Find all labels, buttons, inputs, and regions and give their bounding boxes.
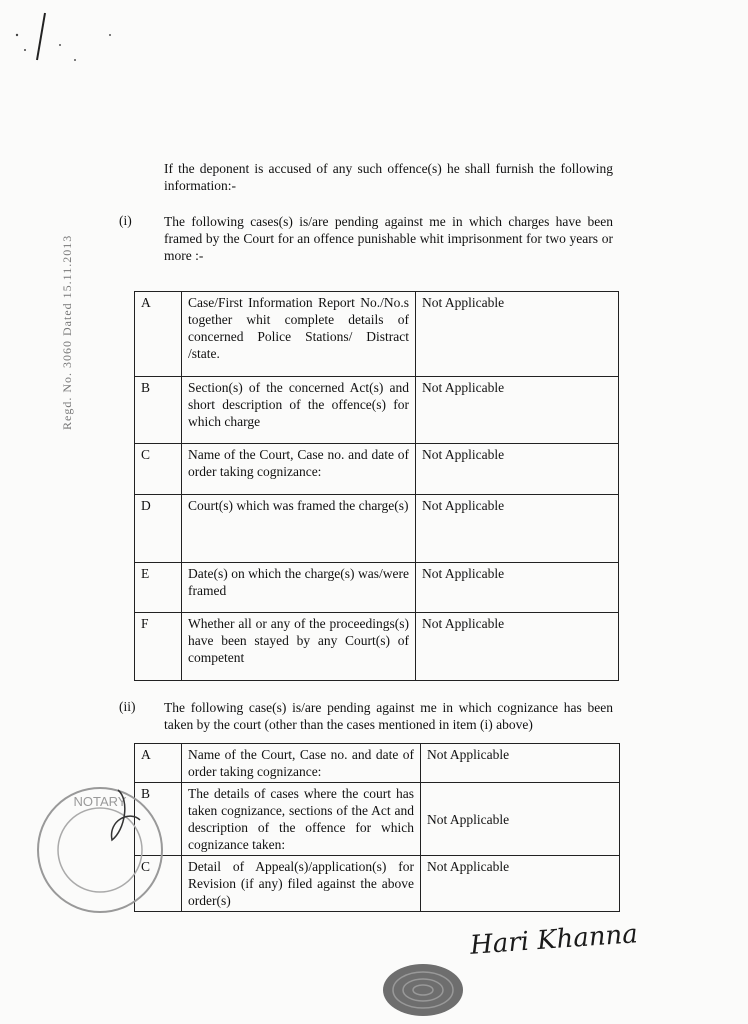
margin-registration-stamp: Regd. No. 3060 Dated 15.11.2013 [60, 234, 74, 430]
pending-charges-table [134, 291, 619, 681]
row-description: Date(s) on which the charge(s) was/were framed [182, 563, 416, 613]
table-row [135, 783, 620, 856]
table-row [135, 613, 619, 681]
table-row [135, 563, 619, 613]
signature: Hari Khanna [469, 919, 639, 961]
intro-paragraph: If the deponent is accused of any such offence(s) he shall furnish the following information:- [164, 161, 613, 193]
row-description: Detail of Appeal(s)/application(s) for Revision (if any) filed against the above order(s) [182, 856, 421, 912]
row-description: Whether all or any of the proceedings(s) have been stayed by any Court(s) of competent [182, 613, 416, 681]
row-value: Not Applicable [421, 744, 620, 783]
row-description: The details of cases where the court has taken cognizance, sections of the Act and description of the offence for which cognizance taken: [182, 783, 421, 856]
ink-scribble-mark [5, 5, 135, 75]
row-value: Not Applicable [416, 377, 619, 444]
row-letter: B [135, 783, 182, 856]
row-value: Not Applicable [416, 563, 619, 613]
row-letter: A [135, 292, 182, 377]
row-letter: B [135, 377, 182, 444]
thumbprint-icon [378, 960, 468, 1020]
item-2-number: (ii) [119, 699, 136, 714]
row-description: Case/First Information Report No./No.s together whit complete details of concerned Police Stations/ Distract /state. [182, 292, 416, 377]
row-description: Name of the Court, Case no. and date of order taking cognizance: [182, 744, 421, 783]
table-row [135, 856, 620, 912]
row-letter: F [135, 613, 182, 681]
table-row [135, 292, 619, 377]
notary-seal-stamp [30, 780, 170, 920]
row-value: Not Applicable [421, 856, 620, 912]
table-row [135, 377, 619, 444]
table-row [135, 744, 620, 783]
row-letter: E [135, 563, 182, 613]
cognizance-cases-table [134, 743, 620, 912]
item-1-text: The following cases(s) is/are pending against me in which charges have been framed by the Court for an offence punishable whit imprisonment for two years or more :- [164, 214, 613, 263]
row-value: Not Applicable [416, 444, 619, 495]
row-value: Not Applicable [416, 495, 619, 563]
row-value: Not Applicable [416, 613, 619, 681]
row-value: Not Applicable [416, 292, 619, 377]
row-letter: A [135, 744, 182, 783]
item-1-number: (i) [119, 213, 132, 228]
row-letter: C [135, 444, 182, 495]
row-letter: C [135, 856, 182, 912]
seal-text: NOTARY [73, 794, 127, 809]
table-row [135, 495, 619, 563]
table-row [135, 444, 619, 495]
row-description: Court(s) which was framed the charge(s) [182, 495, 416, 563]
row-description: Section(s) of the concerned Act(s) and short description of the offence(s) for which charge [182, 377, 416, 444]
item-2-text: The following case(s) is/are pending against me in which cognizance has been taken by the court (other than the cases mentioned in item (i) above) [164, 700, 613, 732]
row-description: Name of the Court, Case no. and date of order taking cognizance: [182, 444, 416, 495]
row-letter: D [135, 495, 182, 563]
row-value: Not Applicable [421, 783, 620, 856]
